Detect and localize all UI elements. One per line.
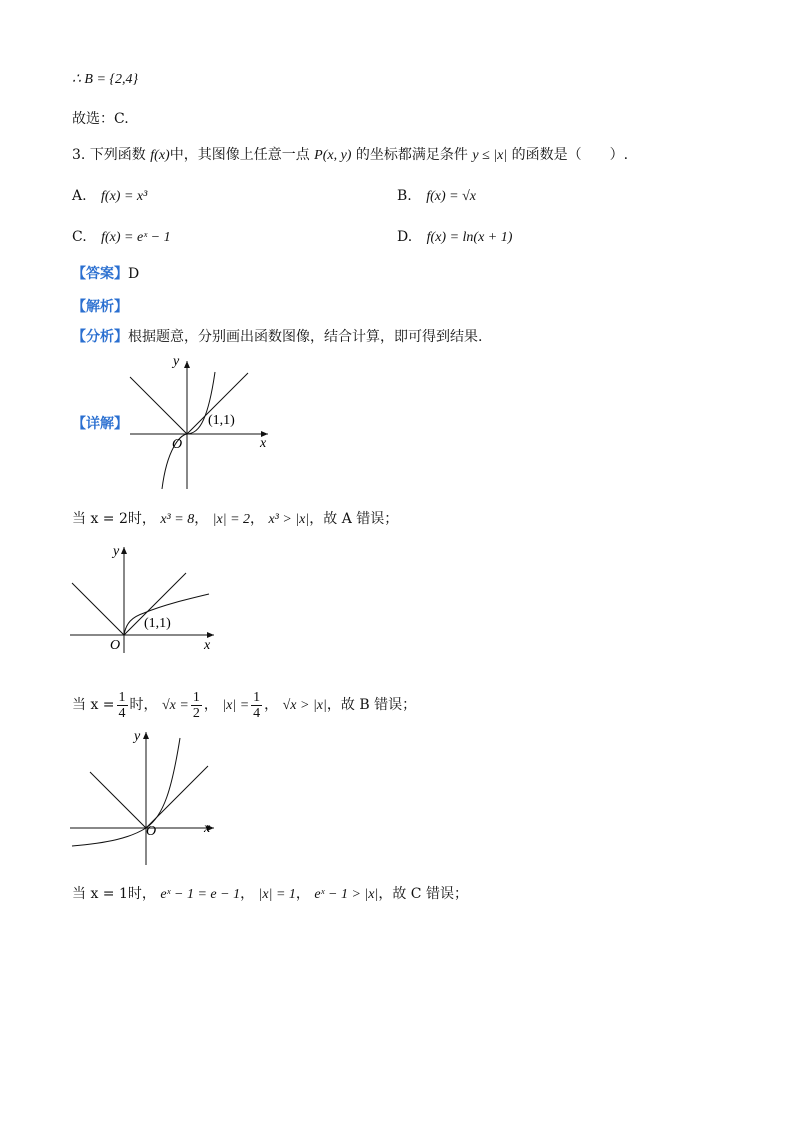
answer-value: D (128, 266, 140, 282)
check-b-when-post: 时， (129, 697, 158, 713)
check-b-when-pre: 当 x = (72, 697, 115, 713)
check-b-line: 当 x = $\frac{1}{4}$ 时， √x = $\frac{1}{2}$ ， |x| = $\frac{1}{4}$ ， √x > |x|，故 B 错误； (72, 689, 417, 721)
answer-line (72, 264, 139, 284)
question-text-prefix: 下列函数 (89, 147, 146, 163)
y-axis-arrow (143, 732, 149, 739)
check-a-line: 当 x = 2时， x³ = 8， |x| = 2， x³ > |x|，故 A 错误； (72, 511, 399, 527)
question-condition: y ≤ |x| (472, 148, 508, 163)
y-label: y (134, 729, 141, 744)
fraction-quarter (117, 690, 128, 721)
point-label: (1,1) (144, 616, 171, 631)
check-c-e3: eˣ − 1 > |x| (314, 887, 379, 902)
check-a-e2: |x| = 2 (212, 512, 251, 527)
question-number: 3. (72, 147, 86, 163)
check-a-e1: x³ = 8 (160, 512, 195, 527)
fenxi-tag: 【分析】 (72, 329, 128, 345)
xiangjie-line (72, 414, 128, 434)
frac-num: 1 (253, 689, 261, 705)
option-d-label: D. (397, 229, 413, 245)
analysis-tag: 【解析】 (72, 299, 128, 315)
graph-sqrt (68, 543, 218, 655)
option-d (397, 227, 512, 248)
option-c-label: C. (72, 229, 87, 245)
y-axis-arrow (121, 547, 127, 554)
option-a-label: A. (72, 188, 87, 204)
option-b (397, 186, 476, 207)
check-c-when: 当 x = 1时， (72, 886, 156, 902)
analysis-line (72, 297, 128, 317)
check-c-line: 当 x = 1时， eˣ − 1 = e − 1， |x| = 1， eˣ − 1 > |x|，故 C 错误； (72, 886, 468, 902)
check-a-result: ，故 A 错误； (309, 511, 399, 527)
frac-den: 2 (192, 705, 200, 721)
therefore-line: ∴ B = {2,4} (72, 72, 139, 87)
check-c-result: ，故 C 错误； (378, 886, 468, 902)
option-a (72, 186, 147, 207)
cubic-curve (162, 372, 215, 489)
y-label: y (173, 355, 180, 369)
origin-label: O (172, 437, 183, 452)
abs-x-curve (90, 766, 208, 828)
option-b-expr: f(x) = √x (426, 189, 476, 204)
x-label: x (204, 638, 211, 653)
fraction-half (191, 690, 202, 721)
fraction-quarter-2 (251, 690, 262, 721)
y-label: y (113, 544, 120, 559)
check-b-abs-pre: |x| = (222, 698, 250, 713)
graph-cubic (125, 355, 275, 493)
previous-answer-choice: 故选：C. (72, 111, 129, 127)
check-a-e3: x³ > |x| (268, 512, 310, 527)
question-stem (72, 145, 628, 166)
xiangjie-tag: 【详解】 (72, 416, 128, 432)
check-b-cmp: √x > |x| (282, 698, 327, 713)
question-text-mid2: 的坐标都满足条件 (355, 147, 468, 163)
option-b-label: B. (397, 188, 412, 204)
option-d-expr: f(x) = ln(x + 1) (426, 230, 513, 245)
frac-den: 4 (118, 705, 126, 721)
origin-label: O (110, 638, 121, 653)
check-b-sqrt-pre: √x = (161, 698, 189, 713)
fenxi-line (72, 327, 482, 347)
y-axis-arrow (184, 361, 190, 368)
check-a-when: 当 x = 2时， (72, 511, 156, 527)
exp-curve (72, 738, 180, 846)
point-label: (1,1) (208, 413, 235, 428)
frac-num: 1 (192, 689, 200, 705)
question-point: P(x, y) (314, 148, 352, 163)
origin-label: O (146, 824, 157, 839)
check-c-e2: |x| = 1 (258, 887, 296, 902)
check-c-e1: eˣ − 1 = e − 1 (160, 887, 241, 902)
frac-num: 1 (118, 689, 126, 705)
question-fx: f(x) (150, 148, 170, 163)
graph-exp (68, 728, 218, 868)
frac-den: 4 (253, 705, 261, 721)
question-text-mid: 中，其图像上任意一点 (169, 147, 310, 163)
option-a-expr: f(x) = x³ (101, 189, 148, 204)
answer-tag: 【答案】 (72, 266, 128, 282)
fenxi-text: 根据题意，分别画出函数图像，结合计算，即可得到结果. (128, 329, 483, 345)
x-label: x (260, 436, 267, 451)
option-c-expr: f(x) = eˣ − 1 (101, 230, 171, 245)
check-b-result: ，故 B 错误； (326, 697, 417, 713)
option-c (72, 227, 171, 248)
question-text-suffix: 的函数是（ ）. (511, 147, 629, 163)
x-label: x (204, 821, 211, 836)
